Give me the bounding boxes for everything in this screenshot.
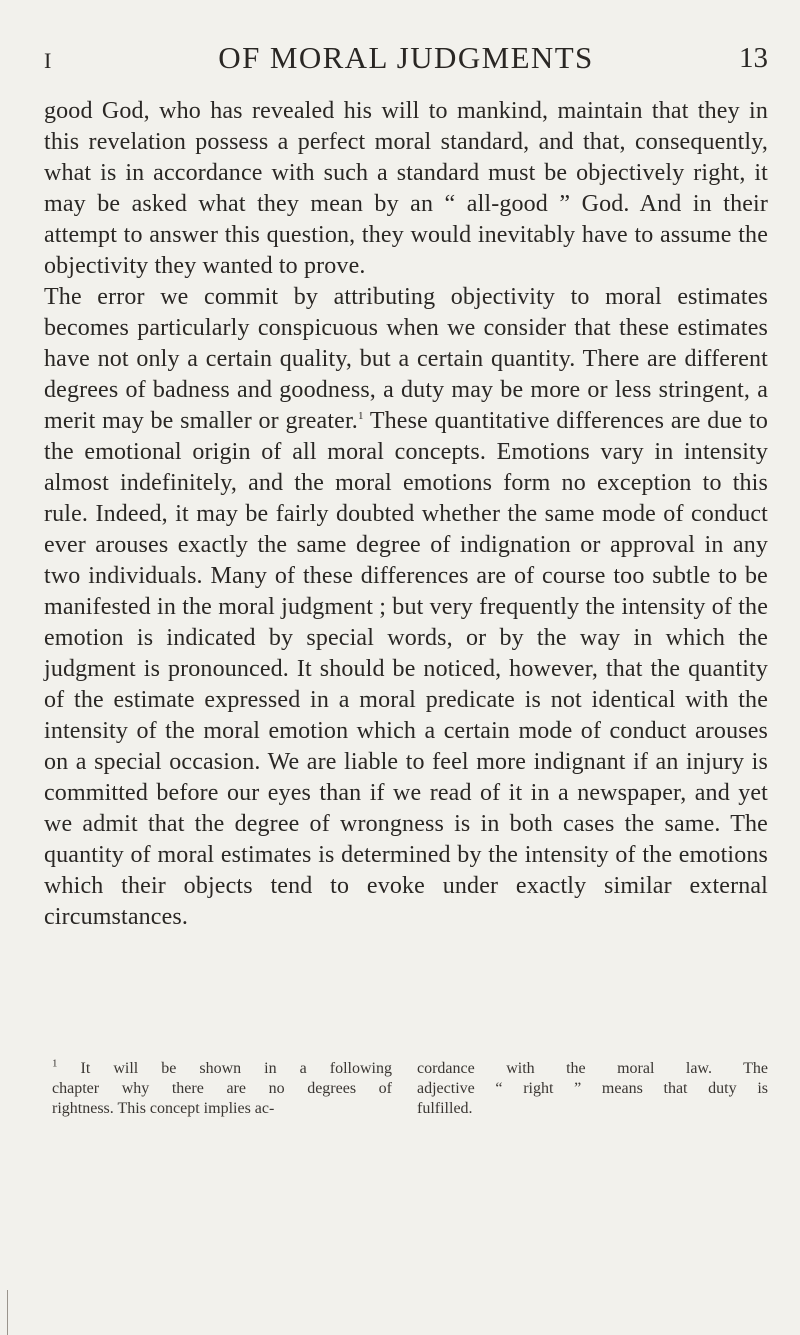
running-head [44,28,768,82]
footnote-line: fulfilled. [417,1100,473,1117]
paragraph-2-part-2: These quantitative differences are due to the emotional origin of all moral concepts. Emotions vary in intensity almost indefinitely, and the moral emotions form no exception to this rule. Indeed, it may be fairly doubted whether the same mode of conduct ever arouses exactly the same degree of indignation or approval in any two individuals. Many of these differences are of course too subtle to be manifested in the moral judgment ; but very frequently the intensity of the emotion is indicated by special words, or by the way in which the judgment is pronounced. It should be noticed, however, that the quantity of the estimate expressed in a moral predicate is not identical with the intensity of the moral emotion which a certain mode of conduct arouses on a special occasion. We are liable to feel more indignant if an injury is committed before our eyes than if we read of it in a newspaper, and yet we admit that the degree of wrongness is in both cases the same. The quantity of moral estimates is determined by the intensity of the emotions which their objects tend to evoke under exactly similar external circumstances. [44,408,768,930]
running-title: OF MORAL JUDGMENTS [218,40,594,75]
footnote-line: rightness. This concept implies ac- [52,1100,275,1117]
body-text [44,96,768,933]
chapter-number: I [44,48,52,73]
footnote-line: chapter why there are no degrees of [52,1080,392,1097]
footnote-reference: 1 [357,410,364,422]
footnote-line: adjective “ right ” means that duty is [417,1080,768,1097]
footnote-column-left [52,1059,392,1119]
footnote-marker: 1 [52,1057,58,1070]
footnote-line: cordance with the moral law. The [417,1060,768,1077]
paragraph-2 [44,282,768,933]
margin-mark [7,1290,8,1335]
paragraph-2-part-1: The error we commit by attributing objectivity to moral estimates becomes particularly conspicuous when we consider that these estimates have not only a certain quality, but a certain quantity. There are different degrees of badness and goodness, a duty may be more or less stringent, a merit may be smaller or greater. [44,284,768,434]
footnote-column-right [417,1059,768,1119]
page-number: 13 [739,42,768,74]
paragraph-1: good God, who has revealed his will to mankind, maintain that they in this revelation possess a perfect moral standard, and that, consequently, what is in accordance with such a standard must be objectively right, it may be asked what they mean by an “ all-good ” God. And in their attempt to answer this question, they would inevitably have to assume the objectivity they wanted to prove. [44,98,768,279]
footnote-line: $^1$ It will be shown in a following [52,1057,392,1077]
